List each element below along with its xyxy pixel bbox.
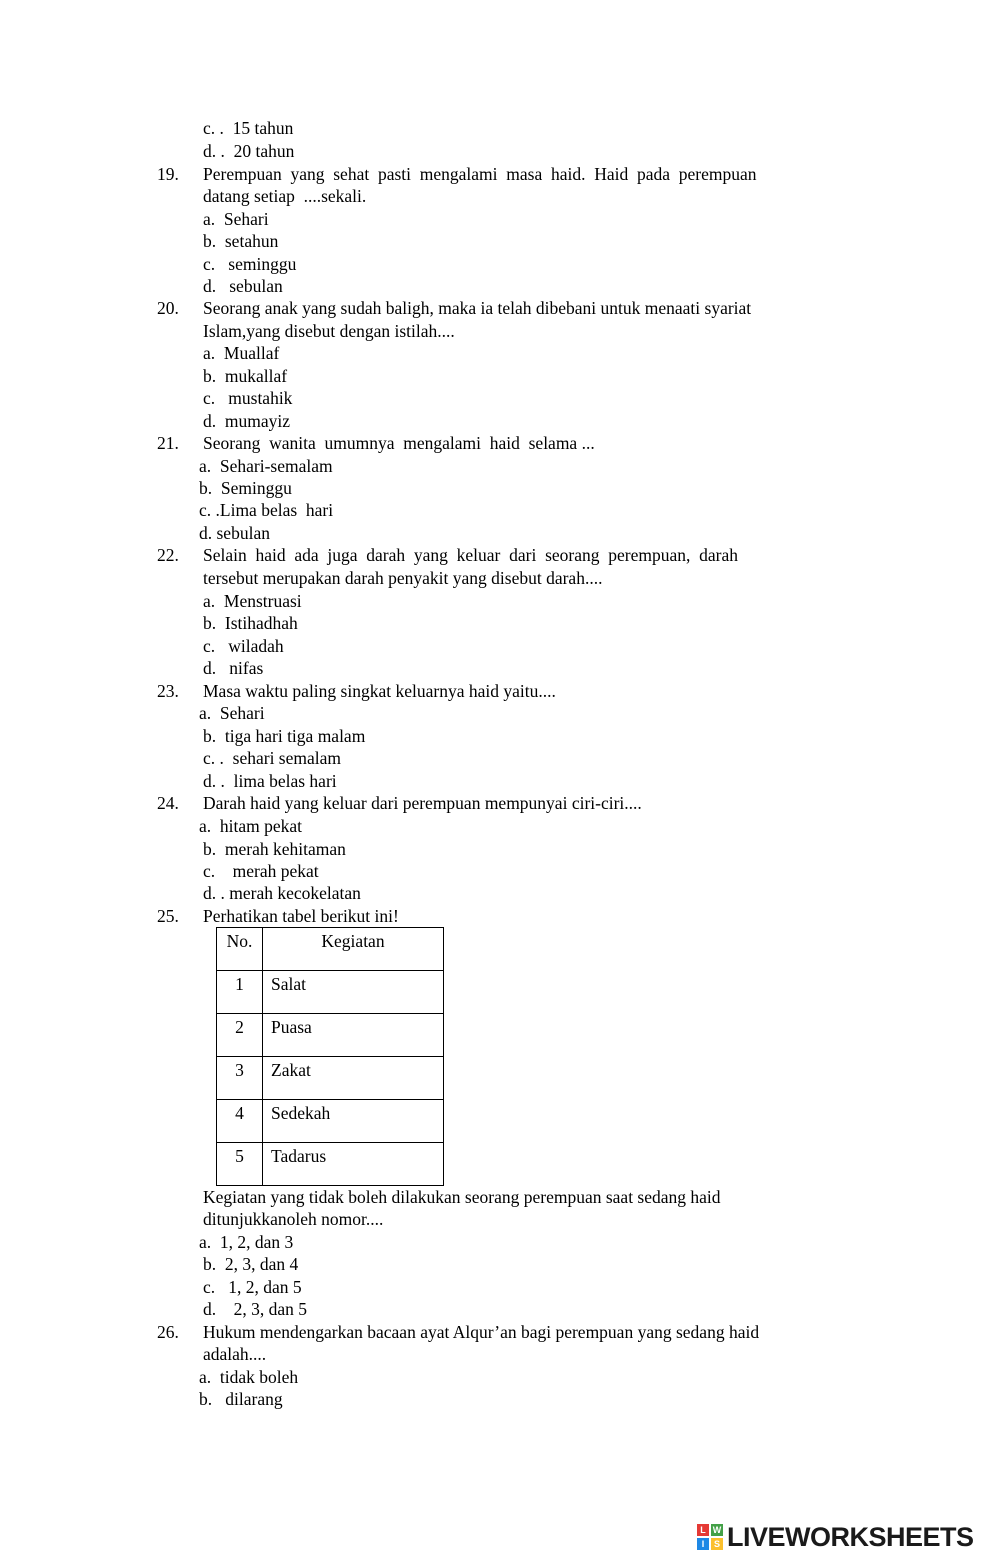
table-cell-no: 1 [217, 971, 263, 1014]
option-21a: a. Sehari-semalam [199, 456, 333, 476]
brand-name: LIVEWORKSHEETS [727, 1521, 974, 1552]
table-header-cell: No. [217, 928, 263, 971]
table-cell-activity: Tadarus [263, 1143, 444, 1186]
table-cell-no: 4 [217, 1100, 263, 1143]
table-header-cell: Kegiatan [263, 928, 444, 971]
table-row [217, 1014, 444, 1057]
logo-tile: L [697, 1524, 709, 1536]
question-number-22: 22. [157, 545, 179, 565]
table-cell-no: 3 [217, 1057, 263, 1100]
question-22-text: Selain haid ada juga darah yang keluar dari seorang perempuan, darah [203, 545, 738, 565]
question-number-23: 23. [157, 681, 179, 701]
option-26a: a. tidak boleh [199, 1367, 299, 1387]
question-19-text: datang setiap ....sekali. [203, 186, 367, 206]
table-header-row [217, 928, 444, 971]
option-25d: d. 2, 3, dan 5 [203, 1299, 308, 1319]
question-25-text: Kegiatan yang tidak boleh dilakukan seorang perempuan saat sedang haid [203, 1187, 721, 1207]
option-25b: b. 2, 3, dan 4 [203, 1254, 299, 1274]
option-26b: b. dilarang [199, 1389, 283, 1409]
option-19a: a. Sehari [203, 209, 269, 229]
option-22a: a. Menstruasi [203, 591, 302, 611]
option-23b: b. tiga hari tiga malam [203, 726, 366, 746]
option-24c: c. merah pekat [203, 861, 319, 881]
question-number-20: 20. [157, 298, 179, 318]
table-row [217, 971, 444, 1014]
option-18c: c. . 15 tahun [203, 118, 294, 138]
option-23a: a. Sehari [199, 703, 265, 723]
question-number-26: 26. [157, 1322, 179, 1342]
option-25c: c. 1, 2, dan 5 [203, 1277, 302, 1297]
question-19-text: Perempuan yang sehat pasti mengalami masa haid. Haid pada perempuan [203, 164, 757, 184]
option-23d: d. . lima belas hari [203, 771, 337, 791]
question-20-text: Seorang anak yang sudah baligh, maka ia telah dibebani untuk menaati syariat [203, 298, 752, 318]
option-22c: c. wiladah [203, 636, 284, 656]
logo-tile: S [711, 1538, 723, 1550]
question-number-25: 25. [157, 906, 179, 926]
option-22b: b. Istihadhah [203, 613, 298, 633]
activity-table [216, 927, 444, 1186]
option-20c: c. mustahik [203, 388, 293, 408]
option-24d: d. . merah kecokelatan [203, 883, 361, 903]
question-25-text: Perhatikan tabel berikut ini! [203, 906, 399, 926]
logo-tile: I [697, 1538, 709, 1550]
option-24a: a. hitam pekat [199, 816, 303, 836]
option-20d: d. mumayiz [203, 411, 290, 431]
question-22-text: tersebut merupakan darah penyakit yang disebut darah.... [203, 568, 603, 588]
liveworksheets-logo-icon [697, 1524, 723, 1550]
table-row [217, 1057, 444, 1100]
option-23c: c. . sehari semalam [203, 748, 342, 768]
option-20a: a. Muallaf [203, 343, 280, 363]
question-25-text: ditunjukkanoleh nomor.... [203, 1209, 384, 1229]
option-19d: d. sebulan [203, 276, 283, 296]
option-21c: c. .Lima belas hari [199, 500, 334, 520]
table-cell-no: 5 [217, 1143, 263, 1186]
option-25a: a. 1, 2, dan 3 [199, 1232, 294, 1252]
table-cell-activity: Salat [263, 971, 444, 1014]
question-23-text: Masa waktu paling singkat keluarnya haid yaitu.... [203, 681, 556, 701]
logo-tile: W [712, 1525, 722, 1535]
table-row [217, 1100, 444, 1143]
question-21-text: Seorang wanita umumnya mengalami haid selama ... [203, 433, 595, 453]
option-21d: d. sebulan [199, 523, 270, 543]
question-26-text: adalah.... [203, 1344, 267, 1364]
question-26-text: Hukum mendengarkan bacaan ayat Alqur’an bagi perempuan yang sedang haid [203, 1322, 760, 1342]
table-row [217, 1143, 444, 1186]
option-22d: d. nifas [203, 658, 264, 678]
question-number-21: 21. [157, 433, 179, 453]
option-21b: b. Seminggu [199, 478, 292, 498]
table-cell-activity: Zakat [263, 1057, 444, 1100]
option-20b: b. mukallaf [203, 366, 288, 386]
question-number-19: 19. [157, 164, 179, 184]
question-20-text: Islam,yang disebut dengan istilah.... [203, 321, 455, 341]
option-18d: d. . 20 tahun [203, 141, 295, 161]
question-24-text: Darah haid yang keluar dari perempuan mempunyai ciri-ciri.... [203, 793, 642, 813]
table-cell-activity: Puasa [263, 1014, 444, 1057]
question-number-24: 24. [157, 793, 179, 813]
liveworksheets-brand[interactable] [697, 1522, 974, 1552]
table-cell-no: 2 [217, 1014, 263, 1057]
table-cell-activity: Sedekah [263, 1100, 444, 1143]
option-24b: b. merah kehitaman [203, 839, 346, 859]
option-19b: b. setahun [203, 231, 279, 251]
option-19c: c. seminggu [203, 254, 297, 274]
